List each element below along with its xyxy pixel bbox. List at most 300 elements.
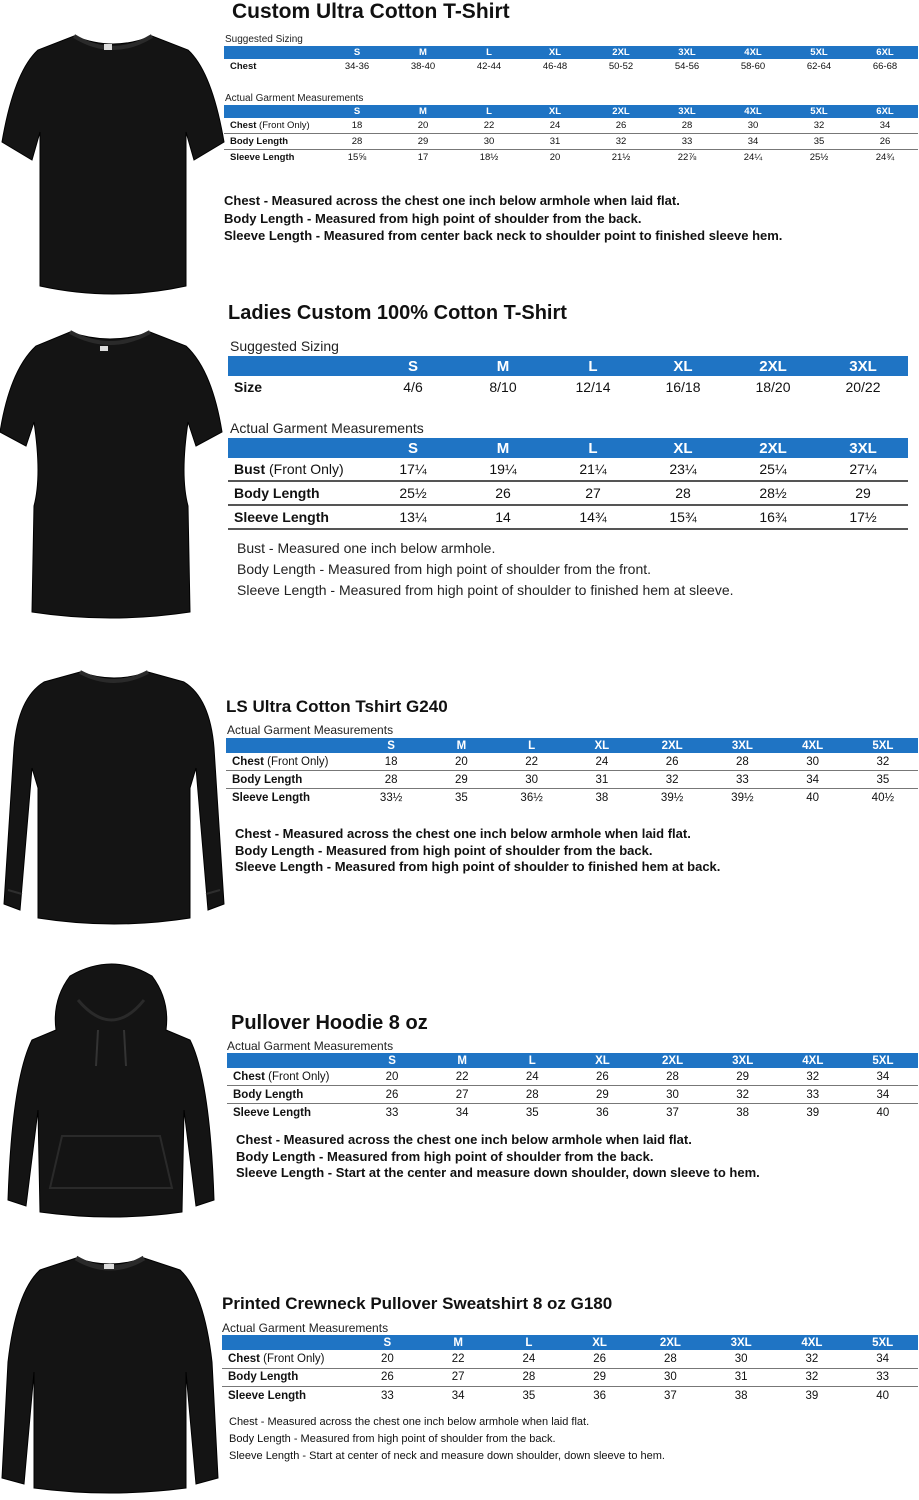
- table-row: [224, 59, 918, 74]
- measurement-cell: 31: [706, 1368, 777, 1387]
- measurement-cell: 26: [852, 134, 918, 150]
- measurement-cell: 18/20: [755, 379, 791, 395]
- row-label-text: Size: [234, 379, 263, 395]
- measurement-cell: 29: [818, 481, 908, 505]
- size-header-l: L: [497, 738, 567, 753]
- table-row: [228, 458, 908, 481]
- measurement-cell: 35: [454, 791, 468, 804]
- measurement-cell: 26: [458, 481, 548, 505]
- note-text: - Measured from high point of shoulder from the back.: [315, 1148, 654, 1164]
- measurement-cell: 34: [852, 118, 918, 134]
- note-line: [224, 210, 782, 228]
- size-header-xl: XL: [522, 46, 588, 59]
- measurement-cell: 26: [637, 753, 707, 771]
- measurement-cell: 28: [497, 1086, 567, 1104]
- header-blank-cell: [228, 356, 368, 376]
- size-header-2xl: 2XL: [637, 738, 707, 753]
- measurement-cell: 24: [522, 118, 588, 134]
- measurement-cell: 39: [805, 1389, 819, 1402]
- row-label-text: Chest: [230, 120, 257, 131]
- measurement-cell: 22⅞: [677, 152, 697, 163]
- measurement-cell: 8/10: [489, 379, 517, 395]
- size-header-l: L: [497, 1053, 567, 1068]
- note-text: - Measured across the chest one inch below armhole when laid flat.: [271, 826, 691, 841]
- row-label-text: Chest: [228, 1352, 260, 1365]
- size-header-s: S: [357, 1053, 427, 1068]
- table-row: [224, 150, 918, 166]
- row-label-text: Sleeve Length: [228, 1389, 306, 1402]
- measurement-cell: 30: [497, 771, 567, 789]
- size-header-m: M: [426, 738, 496, 753]
- section-4-notes: [236, 1132, 760, 1182]
- measurement-cell: 14¾: [548, 505, 638, 529]
- size-header-m: M: [423, 1335, 494, 1350]
- measurement-cell: 66-68: [872, 61, 898, 72]
- section-2-suggested-sizing-table: [228, 356, 908, 398]
- measurement-cell: 26: [588, 118, 654, 134]
- measurement-cell: 17½: [818, 505, 908, 529]
- measurement-cell: 40½: [871, 791, 895, 804]
- size-header-m: M: [390, 46, 456, 59]
- row-label: [224, 59, 324, 74]
- row-label: [224, 150, 324, 166]
- size-header-s: S: [368, 356, 458, 376]
- measurement-cell: 19¼: [458, 458, 548, 481]
- measurement-cell: 20: [426, 753, 496, 771]
- measurement-cell: 34: [848, 1086, 918, 1104]
- header-blank-cell: [226, 738, 356, 753]
- measurement-cell: 21½: [611, 152, 631, 163]
- measurement-cell: 17¼: [368, 458, 458, 481]
- measurement-cell: 46-48: [542, 61, 568, 72]
- measurement-cell: 40: [876, 1106, 890, 1119]
- measurement-cell: 28: [654, 118, 720, 134]
- size-header-m: M: [458, 356, 548, 376]
- note-line: [224, 227, 782, 245]
- measurement-cell: 30: [456, 134, 522, 150]
- section-1-suggested-sizing-table: [224, 46, 918, 74]
- measurement-cell: 34: [451, 1389, 465, 1402]
- row-label: [228, 376, 368, 398]
- note-line: [224, 192, 782, 210]
- measurement-cell: 36½: [520, 791, 543, 804]
- note-line: [235, 826, 720, 843]
- table-row: [227, 1086, 918, 1104]
- table-row: [222, 1387, 918, 1405]
- measurement-cell: 29: [390, 134, 456, 150]
- measurement-cell: 28: [638, 1068, 708, 1086]
- measurement-cell: 18: [356, 753, 426, 771]
- table-row: [222, 1350, 918, 1368]
- measurement-cell: 15¾: [638, 505, 728, 529]
- note-term: Chest: [236, 1132, 273, 1147]
- row-label-text: Chest: [233, 1070, 265, 1083]
- measurement-cell: 62-64: [806, 61, 832, 72]
- section-2-title: Ladies Custom 100% Cotton T-Shirt: [228, 302, 567, 324]
- note-line: [237, 559, 734, 580]
- measurement-cell: 32: [637, 771, 707, 789]
- size-header-s: S: [352, 1335, 423, 1350]
- size-header-5xl: 5XL: [847, 1335, 918, 1350]
- measurement-cell: 58-60: [740, 61, 766, 72]
- row-label: [226, 789, 356, 807]
- row-label-text: Body Length: [228, 1371, 299, 1384]
- measurement-cell: 26: [357, 1086, 427, 1104]
- measurement-cell: 27¼: [818, 458, 908, 481]
- size-header-4xl: 4XL: [778, 1053, 848, 1068]
- size-header-m: M: [390, 105, 456, 118]
- note-text: Sleeve Length - Start at center of neck and measure down shoulder, down sleeve to hem.: [229, 1450, 665, 1462]
- section-3-title: LS Ultra Cotton Tshirt G240: [226, 697, 448, 716]
- section-5-notes: [229, 1414, 665, 1465]
- size-header-l: L: [456, 46, 522, 59]
- note-line: [237, 580, 734, 601]
- note-text: - Measured from high point of shoulder from the back.: [303, 210, 642, 226]
- tshirt-icon: [0, 30, 226, 302]
- table-header-row: [227, 1053, 918, 1068]
- measurement-cell: 33: [380, 1389, 394, 1402]
- measurement-cell: 16/18: [665, 379, 701, 395]
- section-4-table-1-caption: Actual Garment Measurements: [227, 1039, 394, 1053]
- measurement-cell: 24¼: [743, 152, 763, 163]
- size-header-xl: XL: [567, 1053, 637, 1068]
- row-label: [222, 1387, 352, 1405]
- row-label-text: Sleeve Length: [233, 1106, 311, 1119]
- measurement-cell: 30: [720, 118, 786, 134]
- section-1-title: Custom Ultra Cotton T-Shirt: [232, 0, 510, 23]
- measurement-cell: 29: [708, 1068, 778, 1086]
- row-label: [224, 118, 324, 134]
- note-term: Sleeve Length: [235, 859, 324, 874]
- size-header-5xl: 5XL: [848, 738, 918, 753]
- note-term: Sleeve Length: [236, 1165, 325, 1180]
- measurement-cell: 20: [357, 1068, 427, 1086]
- size-header-2xl: 2XL: [588, 46, 654, 59]
- note-term: Sleeve Length: [224, 228, 313, 243]
- section-2-table-2-caption: Actual Garment Measurements: [230, 420, 424, 436]
- size-header-xl: XL: [522, 105, 588, 118]
- section-5-measurements-table: [222, 1335, 918, 1405]
- section-4-title: Pullover Hoodie 8 oz: [231, 1012, 428, 1034]
- measurement-cell: 34: [778, 771, 848, 789]
- measurement-cell: 40: [876, 1389, 890, 1402]
- measurement-cell: 33½: [379, 791, 403, 804]
- measurement-cell: 40: [806, 791, 820, 804]
- measurement-cell: 20: [549, 152, 561, 163]
- row-label-text: Sleeve Length: [234, 509, 329, 525]
- measurement-cell: 33: [385, 1106, 399, 1119]
- note-line: [235, 859, 720, 876]
- table-row: [226, 771, 918, 789]
- measurement-cell: 35: [525, 1106, 539, 1119]
- measurement-cell: 37: [663, 1389, 677, 1402]
- row-label: [227, 1104, 357, 1122]
- measurement-cell: 36: [596, 1106, 609, 1119]
- measurement-cell: 13¼: [368, 505, 458, 529]
- table-header-row: [224, 46, 918, 59]
- measurement-cell: 34: [455, 1106, 469, 1119]
- measurement-cell: 20: [390, 118, 456, 134]
- measurement-cell: 26: [352, 1368, 423, 1387]
- measurement-cell: 38-40: [410, 61, 436, 72]
- measurement-cell: 12/14: [575, 379, 611, 395]
- measurement-cell: 25¼: [728, 458, 818, 481]
- measurement-cell: 22: [423, 1350, 494, 1368]
- header-blank-cell: [224, 46, 324, 59]
- hoodie-icon: [0, 960, 222, 1222]
- note-line: [229, 1448, 665, 1465]
- size-header-l: L: [456, 105, 522, 118]
- row-label-text: Body Length: [234, 485, 320, 501]
- measurement-cell: 22: [497, 753, 567, 771]
- table-row: [228, 505, 908, 529]
- table-header-row: [228, 438, 908, 458]
- measurement-cell: 30: [778, 753, 848, 771]
- measurement-cell: 36: [593, 1389, 607, 1402]
- measurement-cell: 38: [595, 791, 609, 804]
- section-3-measurements-table: [226, 738, 918, 806]
- table-row: [226, 753, 918, 771]
- row-label: [224, 134, 324, 150]
- note-term: Body Length: [236, 1148, 316, 1164]
- row-label: [227, 1068, 357, 1086]
- table-header-row: [228, 356, 908, 376]
- measurement-cell: 18½: [479, 152, 499, 163]
- measurement-cell: 26: [567, 1068, 637, 1086]
- measurement-cell: 30: [635, 1368, 706, 1387]
- size-header-s: S: [368, 438, 458, 458]
- measurement-cell: 26: [564, 1350, 635, 1368]
- row-label: [228, 481, 368, 505]
- size-header-s: S: [324, 46, 390, 59]
- measurement-cell: 27: [548, 481, 638, 505]
- note-line: [229, 1431, 665, 1448]
- section-1-table-1-caption: Suggested Sizing: [225, 34, 303, 45]
- crewneck-sweatshirt-icon: [0, 1252, 220, 1496]
- measurement-cell: 16¾: [728, 505, 818, 529]
- measurement-cell: 34: [847, 1350, 918, 1368]
- measurement-cell: 15⅝: [347, 152, 367, 163]
- section-1-table-2-caption: Actual Garment Measurements: [225, 93, 364, 104]
- size-header-4xl: 4XL: [778, 738, 848, 753]
- note-term: Chest: [224, 193, 261, 208]
- size-header-2xl: 2XL: [588, 105, 654, 118]
- row-label-text: Bust: [234, 461, 266, 477]
- size-header-l: L: [494, 1335, 565, 1350]
- measurement-cell: 14: [458, 505, 548, 529]
- measurement-cell: 32: [588, 134, 654, 150]
- measurement-cell: 27: [423, 1368, 494, 1387]
- measurement-cell: 28: [324, 134, 390, 150]
- table-row: [224, 118, 918, 134]
- measurement-cell: 34-36: [344, 61, 370, 72]
- measurement-cell: 35: [848, 771, 918, 789]
- table-row: [224, 134, 918, 150]
- measurement-cell: 20: [352, 1350, 423, 1368]
- row-label-text: Body Length: [233, 1088, 304, 1101]
- size-header-xl: XL: [638, 438, 728, 458]
- size-header-6xl: 6XL: [852, 105, 918, 118]
- row-label-suffix: (Front Only): [265, 461, 344, 477]
- measurement-cell: 54-56: [674, 61, 700, 72]
- size-header-4xl: 4XL: [720, 105, 786, 118]
- measurement-cell: 32: [778, 1068, 848, 1086]
- section-5-table-1-caption: Actual Garment Measurements: [222, 1321, 389, 1335]
- size-header-3xl: 3XL: [706, 1335, 777, 1350]
- measurement-cell: 20/22: [845, 379, 881, 395]
- measurement-cell: 42-44: [476, 61, 502, 72]
- measurement-cell: 35: [522, 1389, 536, 1402]
- size-header-xl: XL: [567, 738, 637, 753]
- size-header-3xl: 3XL: [708, 1053, 778, 1068]
- measurement-cell: 29: [567, 1086, 637, 1104]
- note-text: - Measured from high point of shoulder from the back.: [314, 842, 653, 858]
- size-header-l: L: [548, 356, 638, 376]
- section-3-notes: [235, 826, 720, 876]
- note-text: Chest - Measured across the chest one inch below armhole when laid flat.: [229, 1416, 590, 1428]
- table-row: [228, 376, 908, 398]
- row-label-text: Body Length: [232, 773, 303, 786]
- section-1-measurements-table: [224, 105, 918, 165]
- measurement-cell: 28: [494, 1368, 565, 1387]
- table-row: [228, 481, 908, 505]
- note-text: - Measured from high point of shoulder to finished hem at back.: [323, 859, 721, 874]
- measurement-cell: 50-52: [608, 61, 634, 72]
- measurement-cell: 18: [324, 118, 390, 134]
- size-header-3xl: 3XL: [818, 438, 908, 458]
- size-header-5xl: 5XL: [786, 46, 852, 59]
- row-label: [227, 1086, 357, 1104]
- size-header-xl: XL: [564, 1335, 635, 1350]
- measurement-cell: 17: [417, 152, 429, 163]
- section-1-notes: [224, 192, 782, 245]
- size-header-3xl: 3XL: [654, 105, 720, 118]
- row-label-text: Chest: [230, 61, 257, 72]
- measurement-cell: 33: [707, 771, 777, 789]
- header-blank-cell: [228, 438, 368, 458]
- measurement-cell: 22: [427, 1068, 497, 1086]
- measurement-cell: 24: [567, 753, 637, 771]
- size-header-3xl: 3XL: [818, 356, 908, 376]
- ladies-tshirt-icon: [0, 326, 224, 622]
- measurement-cell: 28½: [728, 481, 818, 505]
- row-label-text: Sleeve Length: [232, 791, 310, 804]
- section-3-table-1-caption: Actual Garment Measurements: [227, 723, 394, 737]
- table-row: [226, 789, 918, 807]
- measurement-cell: 32: [786, 118, 852, 134]
- row-label-suffix: (Front Only): [256, 120, 310, 131]
- note-line: [229, 1414, 665, 1431]
- measurement-cell: 38: [736, 1106, 750, 1119]
- header-blank-cell: [222, 1335, 352, 1350]
- size-header-2xl: 2XL: [635, 1335, 706, 1350]
- table-row: [227, 1068, 918, 1086]
- measurement-cell: 33: [778, 1086, 848, 1104]
- note-text: Sleeve Length - Measured from high point of shoulder to finished hem at sleeve.: [237, 582, 734, 598]
- row-label: [222, 1350, 352, 1368]
- size-header-m: M: [427, 1053, 497, 1068]
- measurement-cell: 32: [848, 753, 918, 771]
- size-header-s: S: [356, 738, 426, 753]
- row-label-suffix: (Front Only): [259, 1352, 325, 1365]
- row-label: [226, 771, 356, 789]
- measurement-cell: 25½: [809, 152, 829, 163]
- measurement-cell: 32: [777, 1350, 848, 1368]
- size-header-5xl: 5XL: [848, 1053, 918, 1068]
- note-line: [236, 1149, 760, 1166]
- measurement-cell: 29: [426, 771, 496, 789]
- section-2-notes: [237, 538, 734, 601]
- measurement-cell: 28: [356, 771, 426, 789]
- size-header-2xl: 2XL: [728, 438, 818, 458]
- measurement-cell: 37: [666, 1106, 679, 1119]
- note-line: [236, 1165, 760, 1182]
- size-header-xl: XL: [638, 356, 728, 376]
- table-header-row: [226, 738, 918, 753]
- measurement-cell: 34: [720, 134, 786, 150]
- row-label: [228, 458, 368, 481]
- note-term: Chest: [235, 826, 272, 841]
- row-label-text: Body Length: [230, 136, 289, 147]
- measurement-cell: 32: [777, 1368, 848, 1387]
- measurement-cell: 33: [654, 134, 720, 150]
- measurement-cell: 31: [522, 134, 588, 150]
- size-header-5xl: 5XL: [786, 105, 852, 118]
- header-blank-cell: [224, 105, 324, 118]
- row-label: [228, 505, 368, 529]
- section-2-measurements-table: [228, 438, 908, 530]
- row-label-text: Chest: [232, 755, 264, 768]
- size-header-2xl: 2XL: [728, 356, 818, 376]
- table-row: [222, 1368, 918, 1387]
- measurement-cell: 31: [567, 771, 637, 789]
- note-term: Body Length: [235, 842, 315, 858]
- measurement-cell: 33: [847, 1368, 918, 1387]
- size-header-4xl: 4XL: [720, 46, 786, 59]
- table-header-row: [222, 1335, 918, 1350]
- long-sleeve-tshirt-icon: [0, 668, 226, 934]
- note-text: - Start at the center and measure down shoulder, down sleeve to hem.: [324, 1165, 760, 1180]
- section-5-title: Printed Crewneck Pullover Sweatshirt 8 oz G180: [222, 1294, 613, 1313]
- row-label-text: Sleeve Length: [230, 152, 295, 163]
- note-term: Body Length: [224, 210, 304, 226]
- measurement-cell: 30: [706, 1350, 777, 1368]
- size-header-2xl: 2XL: [638, 1053, 708, 1068]
- measurement-cell: 24: [494, 1350, 565, 1368]
- measurement-cell: 32: [708, 1086, 778, 1104]
- row-label-suffix: (Front Only): [264, 1070, 330, 1083]
- measurement-cell: 30: [638, 1086, 708, 1104]
- row-label: [222, 1368, 352, 1387]
- measurement-cell: 27: [427, 1086, 497, 1104]
- measurement-cell: 28: [638, 481, 728, 505]
- measurement-cell: 28: [707, 753, 777, 771]
- header-blank-cell: [227, 1053, 357, 1068]
- note-text: Body Length - Measured from high point of shoulder from the back.: [229, 1433, 556, 1445]
- size-header-l: L: [548, 438, 638, 458]
- measurement-cell: 4/6: [403, 379, 423, 395]
- size-header-m: M: [458, 438, 548, 458]
- row-label: [226, 753, 356, 771]
- measurement-cell: 38: [734, 1389, 748, 1402]
- measurement-cell: 39½: [660, 791, 684, 804]
- measurement-cell: 24¾: [875, 152, 895, 163]
- measurement-cell: 22: [456, 118, 522, 134]
- measurement-cell: 25½: [368, 481, 458, 505]
- note-text: Body Length - Measured from high point of shoulder from the front.: [237, 561, 652, 577]
- measurement-cell: 39½: [731, 791, 754, 804]
- table-row: [227, 1104, 918, 1122]
